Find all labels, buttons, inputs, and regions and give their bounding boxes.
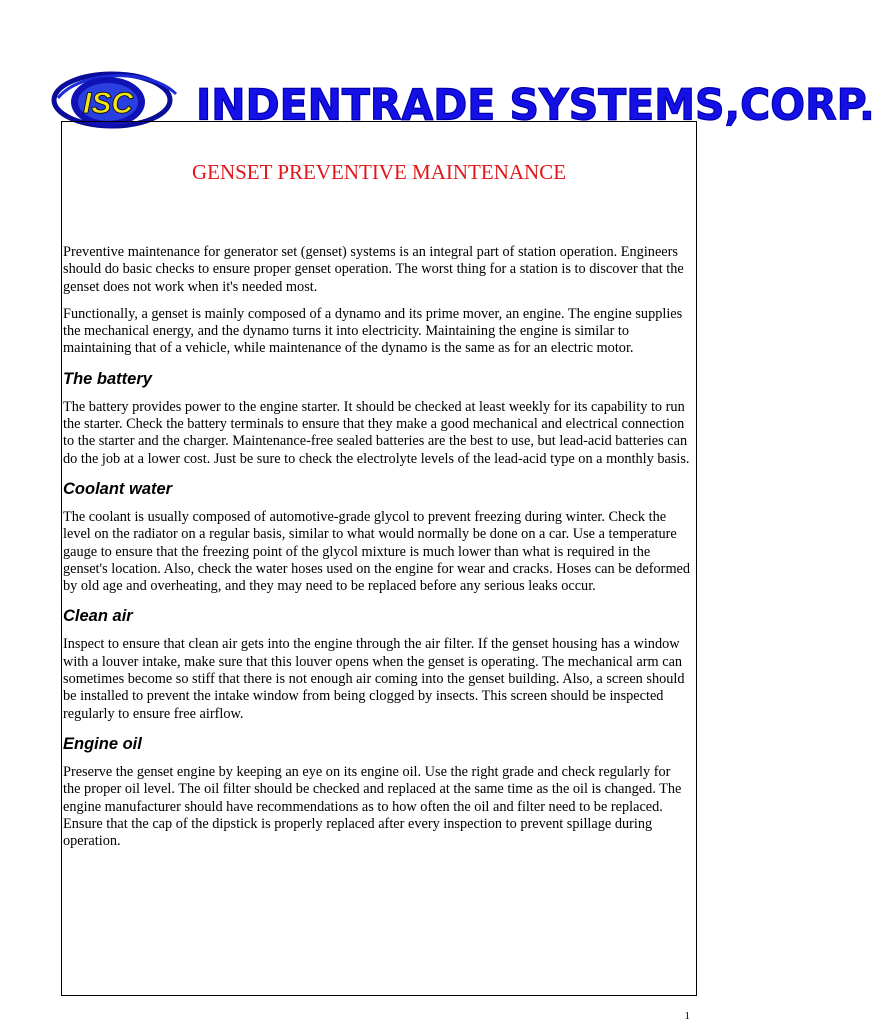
section-body-clean-air: Inspect to ensure that clean air gets into the engine through the air filter. If the genset housing has a window with a louver intake, make sure that this louver opens when the genset is operating. The mechanical arm can sometimes become so stiff that there is not enough air coming into the genset building. Also, a screen should be installed to prevent the intake window from being clogged by insects. This screen should be inspected regularly to ensure free airflow. <box>63 636 685 722</box>
page-number: 1 <box>684 1010 690 1022</box>
section-body-engine-oil: Preserve the genset engine by keeping an eye on its engine oil. Use the right grade and check regularly for the proper oil level. The oil filter should be checked and replaced at the same time as the oil is changed. The engine manufacturer should have recommendations as to how often the oil and filter need to be replaced. Ensure that the cap of the dipstick is properly replaced after every inspection to prevent spillage during operation. <box>63 763 682 850</box>
section-heading-engine-oil: Engine oil <box>63 734 142 753</box>
intro-paragraph: Preventive maintenance for generator set (genset) systems is an integral part of station operation. Engineers should do basic checks to ensure proper genset operation. The worst thing for a station is to discover that the genset does not work when it's needed most. <box>63 244 684 295</box>
section-heading-clean-air: Clean air <box>63 607 133 626</box>
document-body <box>63 244 691 860</box>
company-name: INDENTRADE SYSTEMS,CORP. <box>196 79 875 131</box>
document-title: GENSET PREVENTIVE MAINTENANCE <box>191 160 567 184</box>
section-body-coolant: The coolant is usually composed of automotive-grade glycol to prevent freezing during winter. Check the level on the radiator on a regular basis, similar to what would normally be done on a car. Use a temperature gauge to ensure that the freezing point of the glycol mixture is much lower than what is required in the genset's location. Also, check the water hoses used on the engine for wear and cracks. Hoses can be deformed by old age and overheating, and they may need to be replaced before any serious leaks occur. <box>63 508 691 595</box>
intro-paragraph: Functionally, a genset is mainly composed of a dynamo and its prime mover, an engine. The engine supplies the mechanical energy, and the dynamo turns it into electricity. Maintaining the engine is similar to maintaining that of a vehicle, while maintenance of the dynamo is the same as for an electric motor. <box>63 305 683 357</box>
section-heading-coolant: Coolant water <box>63 479 173 498</box>
logo-text: ISC <box>82 87 134 120</box>
section-body-battery: The battery provides power to the engine starter. It should be checked at least weekly for its capability to run the starter. Check the battery terminals to ensure that they make a good mechanical and electrical connection to the starter and the charger. Maintenance-free sealed batteries are the best to use, but lead-acid batteries can do the job at a lower cost. Just be sure to check the electrolyte levels of the lead-acid type on a monthly basis. <box>63 398 690 467</box>
section-heading-battery: The battery <box>63 369 152 388</box>
